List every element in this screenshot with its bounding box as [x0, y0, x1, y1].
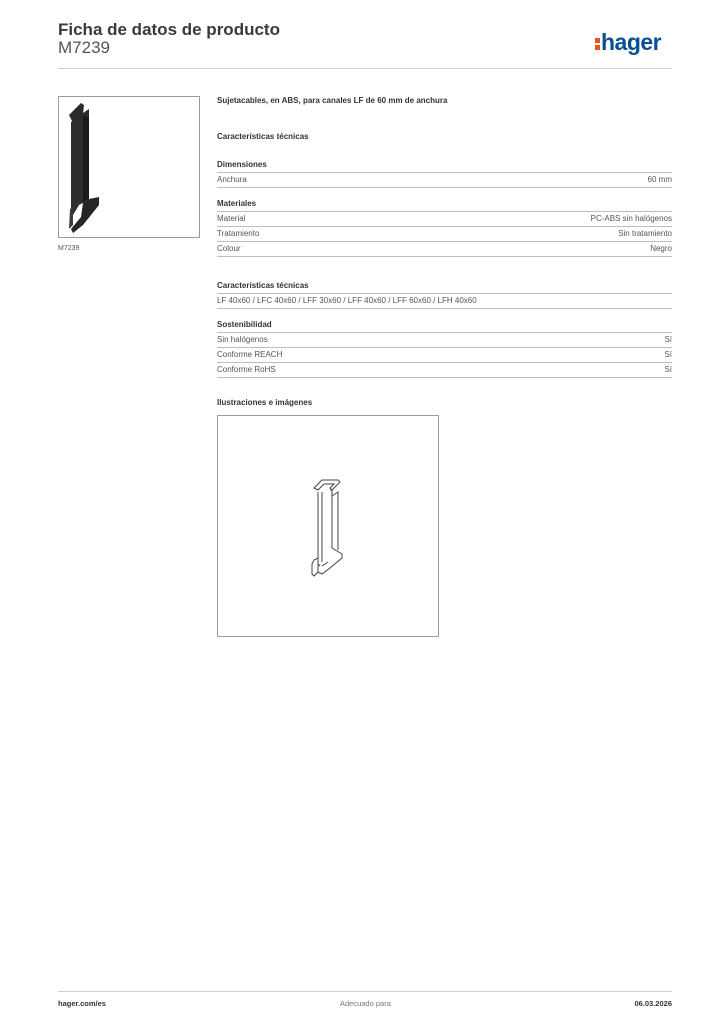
row-value: Sin tratamiento — [618, 229, 672, 238]
product-illustration — [217, 415, 439, 637]
row-label: Colour — [217, 244, 241, 253]
footer-divider — [58, 991, 672, 992]
row-value: PC-ABS sin halógenos — [590, 214, 672, 223]
row-label: Sin halógenos — [217, 335, 268, 344]
page-title: Ficha de datos de producto — [58, 20, 280, 39]
tech-section — [217, 281, 672, 309]
table-row — [217, 212, 672, 227]
table-row — [217, 348, 672, 363]
compatible-channels: LF 40x60 / LFC 40x60 / LFF 30x60 / LFF 40x60 / LFF 60x60 / LFH 40x60 — [217, 296, 477, 305]
table-row — [217, 363, 672, 378]
row-value: Negro — [650, 244, 672, 253]
product-line-drawing-icon — [218, 416, 438, 636]
hager-logo[interactable] — [595, 29, 661, 56]
product-code: M7239 — [58, 38, 110, 57]
sustainability-title: Sostenibilidad — [217, 320, 672, 333]
row-label: Conforme REACH — [217, 350, 283, 359]
row-value: 60 mm — [647, 175, 672, 184]
table-row — [217, 173, 672, 188]
product-thumbnail — [58, 96, 200, 238]
logo-text: hager — [601, 29, 662, 55]
tech-title: Características técnicas — [217, 281, 672, 294]
row-value: Sí — [664, 365, 672, 374]
row-label: Tratamiento — [217, 229, 260, 238]
row-label: Anchura — [217, 175, 247, 184]
footer-date: 06.03.2026 — [634, 999, 672, 1008]
header-divider — [58, 68, 672, 69]
table-row — [217, 227, 672, 242]
illustrations-title: Ilustraciones e imágenes — [217, 398, 313, 407]
row-label: Material — [217, 214, 246, 223]
footer-website-link[interactable]: hager.com/es — [58, 999, 106, 1008]
table-row — [217, 333, 672, 348]
product-description: Sujetacables, en ABS, para canales LF de 60 mm de anchura — [217, 96, 448, 105]
logo-dots-icon — [595, 37, 600, 51]
materials-title: Materiales — [217, 199, 672, 212]
footer-suitable-for: Adecuado para — [340, 999, 391, 1008]
materials-section — [217, 199, 672, 257]
dimensions-title: Dimensiones — [217, 160, 672, 173]
features-heading: Características técnicas — [217, 132, 309, 141]
row-value: Sí — [664, 335, 672, 344]
sustainability-section — [217, 320, 672, 378]
product-photo-icon — [59, 97, 199, 237]
product-details — [217, 96, 672, 407]
row-value: Sí — [664, 350, 672, 359]
tech-compatibility — [217, 294, 672, 309]
dimensions-section — [217, 160, 672, 188]
row-label: Conforme RoHS — [217, 365, 276, 374]
thumbnail-caption: M7239 — [58, 245, 80, 252]
table-row — [217, 242, 672, 257]
